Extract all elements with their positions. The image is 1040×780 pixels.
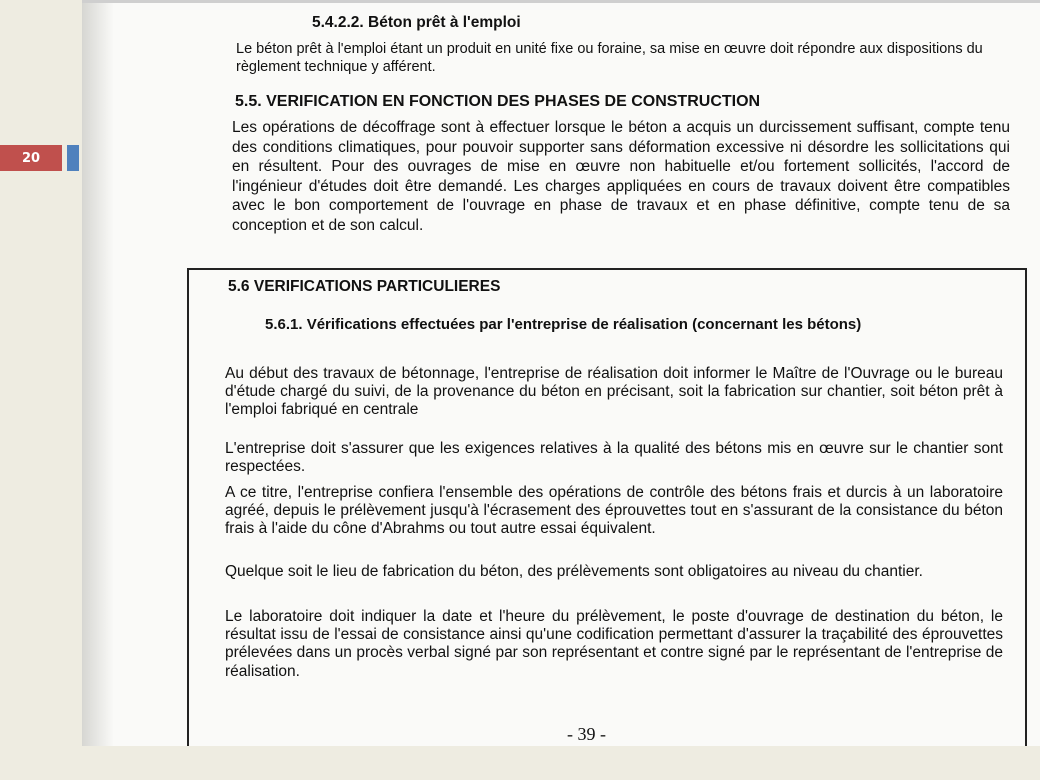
heading-5422: 5.4.2.2. Béton prêt à l'emploi: [312, 14, 521, 31]
slide-number: 20: [0, 145, 62, 171]
scan-binding-shadow: [82, 0, 114, 746]
scanned-document-page: [82, 0, 1040, 746]
paragraph-561-b: L'entreprise doit s'assurer que les exigences relatives à la qualité des bétons mis en œuvre sur le chantier sont respectées.: [225, 440, 1003, 476]
paragraph-561-a: Au début des travaux de bétonnage, l'entreprise de réalisation doit informer le Maître de l'Ouvrage ou le bureau d'étude chargé du suivi, de la provenance du béton en précisant, soit la fabrication sur chantier, soit béton prêt à l'emploi fabriqué en centrale: [225, 365, 1003, 419]
paragraph-55: Les opérations de décoffrage sont à effectuer lorsque le béton a acquis un durcissement suffisant, compte tenu des conditions climatiques, pour pouvoir supporter sans déformation excessive ni désordre les sollicitations qui en résultent. Pour des ouvrages de mise en œuvre non habituelle et/ou fortement sollicités, l'accord de l'ingénieur d'études doit être demandé. Les charges appliquées en cours de travaux doivent être compatibles avec le bon comportement de l'ouvrage en phase de travaux et en phase définitive, compte tenu de sa conception et de son calcul.: [232, 119, 1010, 234]
heading-561: 5.6.1. Vérifications effectuées par l'entreprise de réalisation (concernant les bétons): [265, 316, 862, 333]
scan-top-edge: [82, 0, 1040, 3]
paragraph-5422: Le béton prêt à l'emploi étant un produit en unité fixe ou foraine, sa mise en œuvre doit répondre aux dispositions du règlement technique y afférent.: [236, 41, 983, 75]
slide-number-accent: [67, 145, 79, 171]
paragraph-561-d: Quelque soit le lieu de fabrication du béton, des prélèvements sont obligatoires au niveau du chantier.: [225, 563, 923, 580]
paragraph-561-e: Le laboratoire doit indiquer la date et l'heure du prélèvement, le poste d'ouvrage de destination du béton, le résultat issu de l'essai de consistance ainsi qu'une codification permettant d'assurer la traçabilité des éprouvettes prélevées dans un procès verbal signé par son représentant et contre signé par le représentant de l'entreprise de réalisation.: [225, 608, 1003, 680]
page-footer-number: - 39 -: [567, 724, 606, 744]
paragraph-561-c: A ce titre, l'entreprise confiera l'ensemble des opérations de contrôle des bétons frais et durcis à un laboratoire agréé, depuis le prélèvement jusqu'à l'écrasement des éprouvettes tout en s'assurant de la consistance du béton frais à l'aide du cône d'Abrahms ou tout autre essai équivalent.: [225, 484, 1003, 538]
heading-56: 5.6 VERIFICATIONS PARTICULIERES: [228, 278, 501, 295]
heading-55: 5.5. VERIFICATION EN FONCTION DES PHASES DE CONSTRUCTION: [235, 93, 761, 110]
